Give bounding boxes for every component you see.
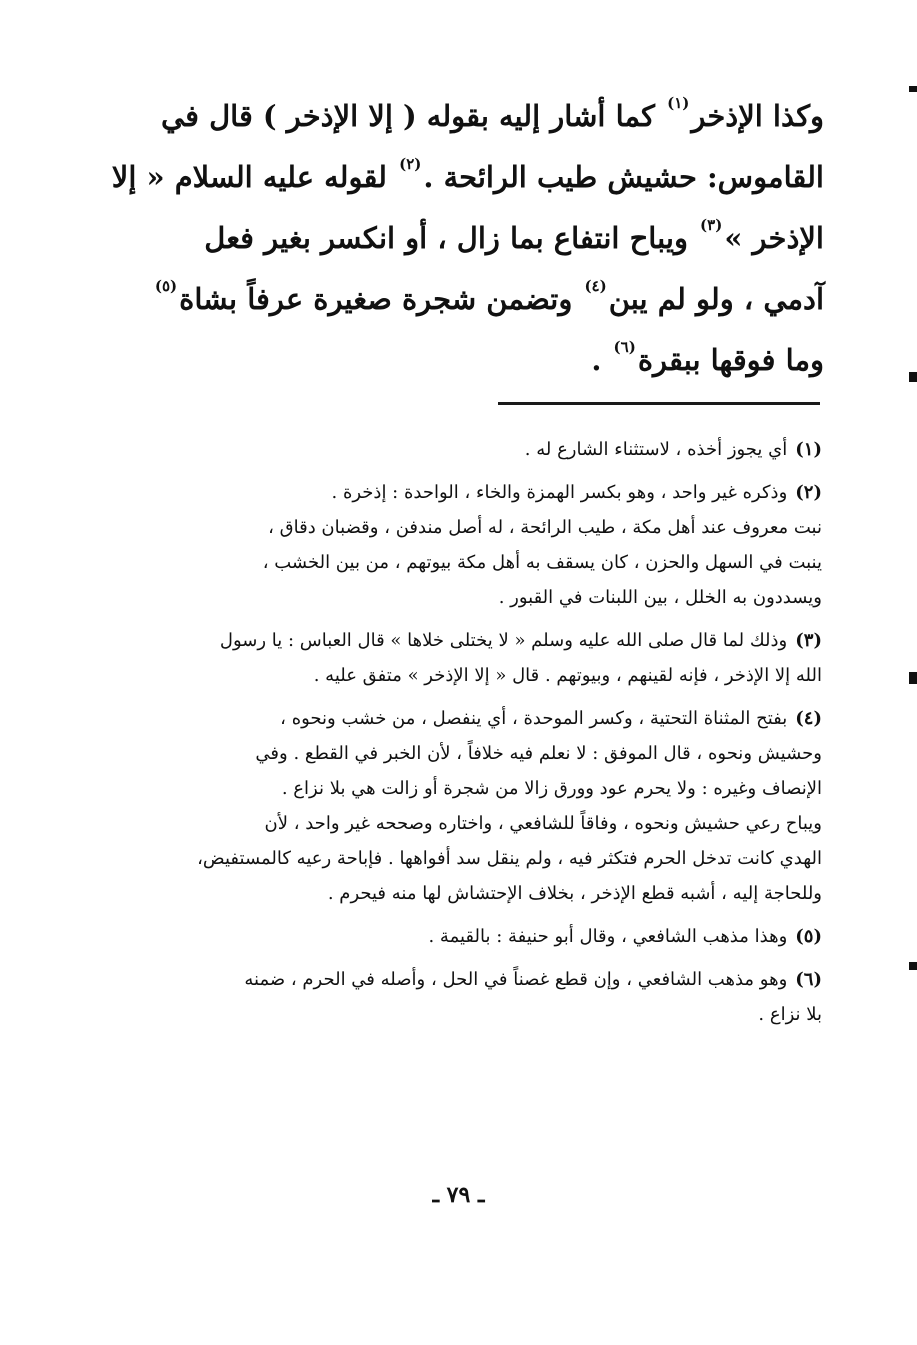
footnote-number: (١) (795, 439, 822, 460)
footnote-text: بفتح المثناة التحتية ، وكسر الموحدة ، أي ينفصل ، من خشب ونحوه ، (280, 708, 788, 729)
main-text-segment: القاموس: حشيش طيب الرائحة . (423, 160, 824, 194)
main-text-segment: لقوله عليه السلام « إلا (111, 160, 398, 194)
footnote-line: وللحاجة إليه ، أشبه قطع الإذخر ، بخلاف الإحتشاش لها منه فيحرم . (327, 883, 822, 904)
footnote-line: الله إلا الإذخر ، فإنه لقينهم ، وبيوتهم . قال « إلا الإذخر » متفق عليه . (313, 665, 822, 686)
footnote-line: الإنصاف وغيره : ولا يحرم عود وورق زالا من شجرة أو زالت هي بلا نزاع . (281, 778, 822, 799)
footnote-text: وهو مذهب الشافعي ، وإن قطع غصناً في الحل ، وأصله في الحرم ، ضمنه (244, 969, 788, 990)
scan-edge-mark (909, 372, 917, 382)
footnote-4 (80, 701, 822, 911)
footnote-ref: (١) (667, 94, 690, 112)
footnote-2 (80, 475, 822, 615)
footnote-ref: (٦) (613, 338, 636, 356)
main-text-segment: الإذخر » (724, 221, 824, 255)
footnote-line: ويسددون به الخلل ، بين اللبنات في القبور . (498, 587, 822, 608)
footnote-text: وذكره غير واحد ، وهو بكسر الهمزة والخاء ، الواحدة : إذخرة . (331, 482, 788, 503)
footnote-ref: (٥) (154, 277, 178, 295)
footnote-separator (498, 402, 820, 405)
footnote-line: الهدي كانت تدخل الحرم فتكثر فيه ، ولم ينقل سد أفواهها . فإباحة رعيه كالمستفيض، (197, 848, 822, 869)
footnote-line: بلا نزاع . (758, 1004, 822, 1025)
footnote-line (80, 701, 822, 736)
footnote-ref: (٤) (584, 277, 607, 295)
main-text-block (78, 86, 824, 391)
main-line (78, 86, 824, 147)
footnote-5 (80, 919, 822, 954)
main-line (78, 147, 824, 208)
footnotes-section (80, 432, 822, 1040)
footnote-line: وحشيش ونحوه ، قال الموفق : لا نعلم فيه خلافاً ، لأن الخبر في القطع . وفي (255, 743, 822, 764)
footnote-line (80, 962, 822, 997)
footnote-line (80, 919, 822, 954)
main-text-segment: آدمي ، ولو لم يبن (608, 282, 824, 316)
main-text-segment: ويباح انتفاع بما زال ، أو انكسر بغير فعل (204, 221, 699, 255)
footnote-6 (80, 962, 822, 1032)
page-number: ـ ٧٩ ـ (432, 1182, 485, 1208)
footnote-line (80, 475, 822, 510)
main-line (78, 269, 824, 330)
footnote-text: أي يجوز أخذه ، لاستثناء الشارع له . (524, 439, 788, 460)
main-line (78, 330, 824, 391)
footnote-number: (٤) (795, 708, 822, 729)
footnote-number: (٥) (795, 926, 822, 947)
footnote-text: وذلك لما قال صلى الله عليه وسلم « لا يختلى خلاها » قال العباس : يا رسول (219, 630, 788, 651)
footnote-ref: (٢) (399, 155, 422, 173)
scan-edge-mark (909, 672, 917, 684)
main-text-segment: وما فوقها ببقرة (637, 343, 824, 377)
footnote-number: (٢) (795, 482, 822, 503)
footnote-1 (80, 432, 822, 467)
footnote-line: ينبت في السهل والحزن ، كان يسقف به أهل مكة بيوتهم ، من بين الخشب ، (262, 552, 822, 573)
main-text-segment: وتضمن شجرة صغيرة عرفاً بشاة (179, 282, 583, 316)
footnote-text: وهذا مذهب الشافعي ، وقال أبو حنيفة : بالقيمة . (428, 926, 788, 947)
main-text-segment: وكذا الإذخر (691, 99, 824, 133)
footnote-3 (80, 623, 822, 693)
footnote-line: ويباح رعي حشيش ونحوه ، وفاقاً للشافعي ، واختاره وصححه غير واحد ، لأن (264, 813, 822, 834)
footnote-number: (٦) (795, 969, 822, 990)
scan-edge-mark (909, 86, 917, 92)
footnote-ref: (٣) (700, 216, 723, 234)
main-text-segment: . (591, 343, 612, 377)
main-line (78, 208, 824, 269)
footnote-line (80, 623, 822, 658)
main-text-segment: كما أشار إليه بقوله ( إلا الإذخر ) قال في (160, 99, 666, 133)
footnote-line (80, 432, 822, 467)
footnote-number: (٣) (795, 630, 822, 651)
footnote-line: نبت معروف عند أهل مكة ، طيب الرائحة ، له أصل مندفن ، وقضبان دقاق ، (268, 517, 822, 538)
scan-edge-mark (909, 962, 917, 970)
